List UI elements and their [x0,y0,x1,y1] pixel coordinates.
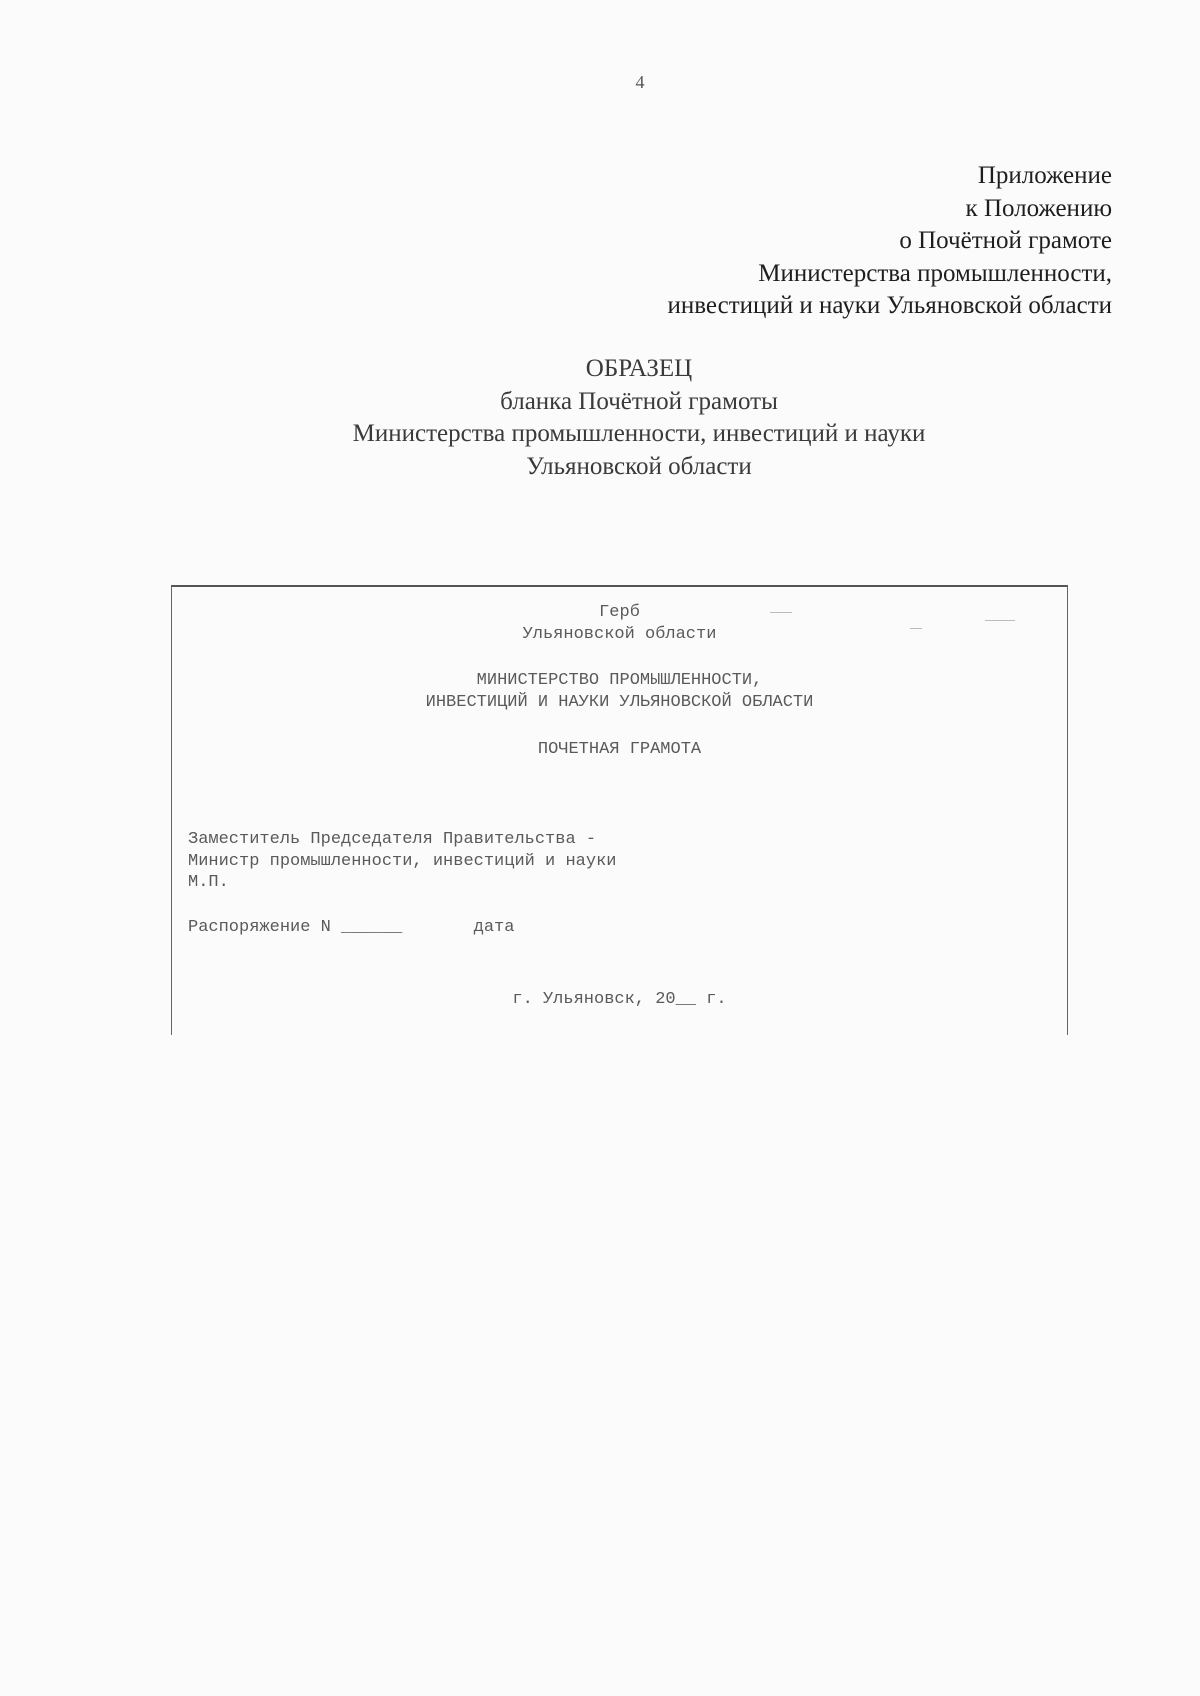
ministry-name-line-1: МИНИСТЕРСТВО ПРОМЫШЛЕННОСТИ, [476,671,763,690]
signatory-line-2: Министр промышленности, инвестиций и науки [188,852,617,871]
signatory-line-1: Заместитель Председателя Правительства - [188,830,597,849]
ministry-name-line-2: ИНВЕСТИЦИЙ И НАУКИ УЛЬЯНОВСКОЙ ОБЛАСТИ [425,693,814,712]
scan-speck [770,612,792,613]
order-line: Распоряжение N ______ дата [188,918,515,937]
place-date-line: г. Ульяновск, 20__ г. [512,990,727,1009]
appendix-line-1: Приложение [977,162,1112,189]
sample-heading-line-4: Ульяновской области [526,452,752,480]
page-number: 4 [635,72,645,92]
coat-of-arms-region: Ульяновской области [522,625,717,644]
appendix-line-2: к Положению [965,194,1112,222]
coat-of-arms-label: Герб [599,603,640,622]
sample-heading [300,353,978,483]
sample-heading-line-3: Министерства промышленности, инвестиций и науки [352,420,926,447]
appendix-block [668,160,1113,323]
appendix-line-5: инвестиций и науки Ульяновской области [667,292,1112,319]
appendix-line-3: о Почётной грамоте [899,227,1112,254]
certificate-title: ПОЧЕТНАЯ ГРАМОТА [537,740,702,759]
certificate-form-frame [171,585,1068,1035]
scan-speck [985,620,1015,621]
appendix-line-4: Министерства промышленности, [758,259,1112,287]
scan-speck [910,628,922,629]
stamp-place: М.П. [188,873,229,892]
sample-heading-title: ОБРАЗЕЦ [585,355,693,382]
sample-heading-line-2: бланка Почётной грамоты [500,387,778,415]
